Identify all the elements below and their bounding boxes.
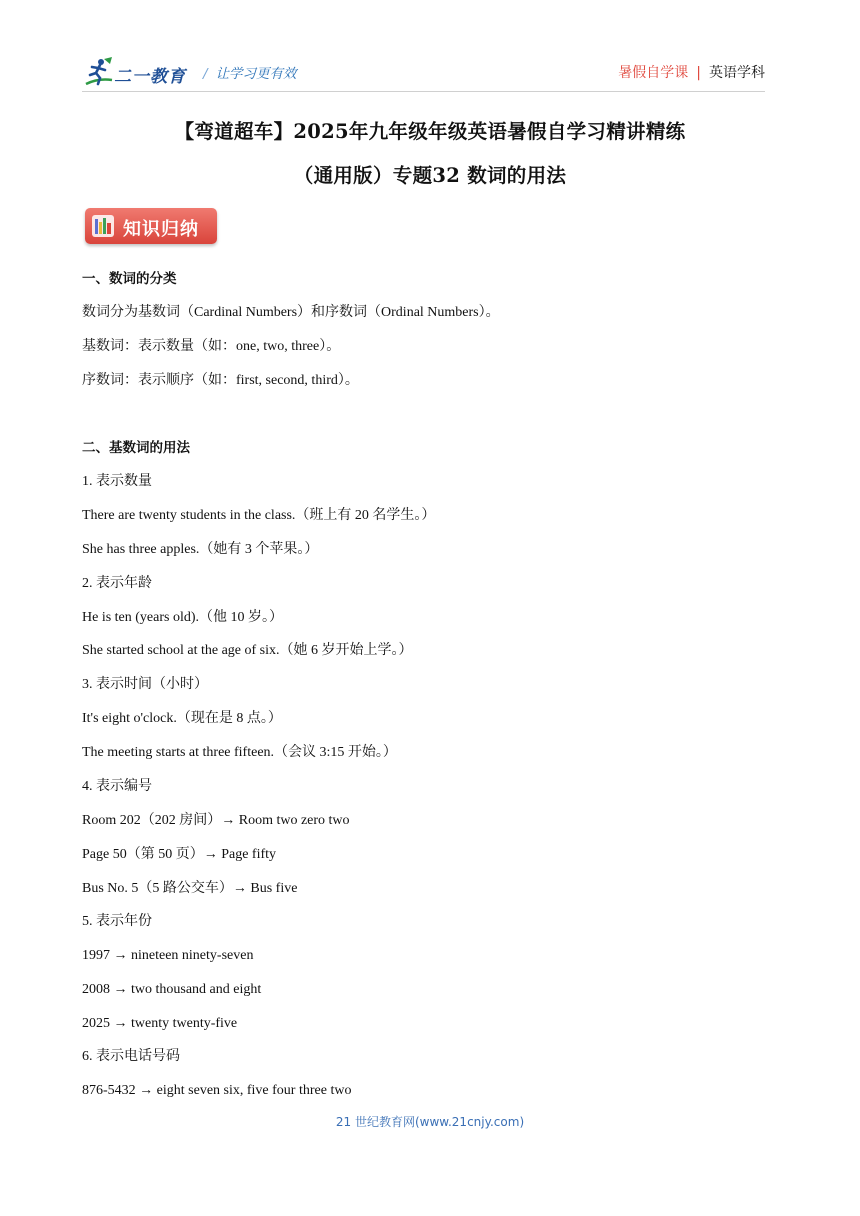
text-line: 序数词：表示顺序（如：first, second, third）。 <box>82 373 359 388</box>
knowledge-summary-badge <box>85 208 217 244</box>
header-divider: | <box>696 65 701 81</box>
example-line: It's eight o'clock.（现在是 8 点。） <box>82 711 282 726</box>
example-line: Room 202（202 房间）→ Room two zero two <box>82 813 350 828</box>
course-label: 暑假自学课 <box>618 65 689 81</box>
badge-label: 知识归纳 <box>123 219 199 240</box>
subsection-heading: 4. 表示编号 <box>82 779 152 794</box>
example-line: Bus No. 5（5 路公交车）→ Bus five <box>82 881 298 896</box>
example-line: The meeting starts at three fifteen.（会议 3:15 开始。） <box>82 745 397 760</box>
page-title-line2: （通用版）专题32 数词的用法 <box>293 164 567 187</box>
book-icon <box>91 214 115 238</box>
example-line: Page 50（第 50 页）→ Page fifty <box>82 847 277 862</box>
section-heading: 一、数词的分类 <box>82 271 177 287</box>
slogan: / 让学习更有效 <box>203 66 297 82</box>
subsection-heading: 3. 表示时间（小时） <box>82 677 208 692</box>
subsection-heading: 5. 表示年份 <box>82 914 152 929</box>
text-line: 数词分为基数词（Cardinal Numbers）和序数词（Ordinal Numbers）。 <box>82 305 500 320</box>
example-line: 876-5432 → eight seven six, five four three two <box>82 1083 352 1098</box>
runner-logo-icon <box>84 56 114 88</box>
page-title-line1: 【弯道超车】2025年九年级年级英语暑假自学习精讲精练 <box>174 120 686 143</box>
page-footer: 21 世纪教育网(www.21cnjy.com) <box>335 1115 525 1129</box>
subject-label: 英语学科 <box>709 65 765 81</box>
example-line: She has three apples.（她有 3 个苹果。） <box>82 542 319 557</box>
header-course-info <box>618 62 765 82</box>
text-line: 基数词：表示数量（如：one, two, three）。 <box>82 339 341 354</box>
logo <box>84 56 194 90</box>
subsection-heading: 6. 表示电话号码 <box>82 1049 180 1064</box>
example-line: He is ten (years old).（他 10 岁。） <box>82 610 284 625</box>
subsection-heading: 2. 表示年龄 <box>82 576 152 591</box>
example-line: 2008 → two thousand and eight <box>82 982 262 997</box>
subsection-heading: 1. 表示数量 <box>82 474 152 489</box>
page-header <box>0 0 860 95</box>
slogan-text: 让学习更有效 <box>215 66 297 82</box>
example-line: 1997 → nineteen ninety-seven <box>82 948 254 963</box>
example-line: 2025 → twenty twenty-five <box>82 1016 238 1031</box>
header-rule <box>82 91 765 92</box>
example-line: There are twenty students in the class.（班上有 20 名学生。） <box>82 508 436 523</box>
example-line: She started school at the age of six.（她 6 岁开始上学。） <box>82 643 413 658</box>
section-heading: 二、基数词的用法 <box>82 440 190 456</box>
logo-text: 二一教育 <box>114 67 186 87</box>
